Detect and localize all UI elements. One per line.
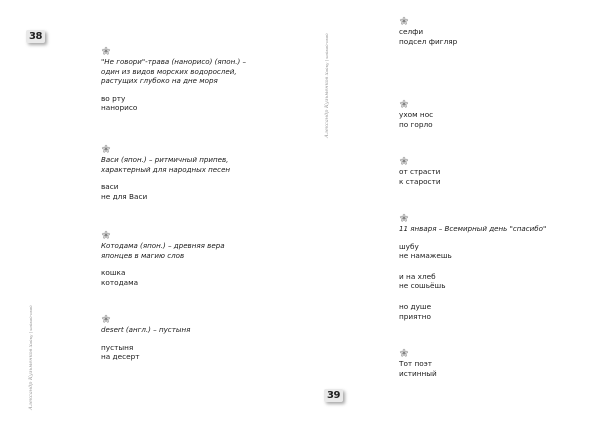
poem-entry bbox=[399, 16, 599, 46]
running-title: Хайку | хайкай-ской bbox=[28, 305, 33, 348]
flower-ornament-icon bbox=[101, 314, 111, 324]
author-signature: Александр Кузьменков bbox=[324, 76, 330, 138]
verse-line: Тот поэт bbox=[399, 359, 432, 368]
poem-definition bbox=[101, 155, 296, 174]
definition-line: один из видов морских водорослей, bbox=[101, 66, 237, 76]
verse-line: истинный bbox=[399, 368, 437, 378]
verse-line: селфи bbox=[399, 27, 424, 36]
verse-line: к старости bbox=[399, 176, 441, 186]
poem-entry bbox=[101, 46, 296, 113]
flower-ornament-icon bbox=[399, 213, 409, 223]
poem-entry bbox=[399, 99, 599, 129]
poem-entry bbox=[399, 348, 599, 378]
poem-verse bbox=[399, 167, 599, 186]
flower-ornament-icon bbox=[101, 230, 111, 240]
author-signature: Александр Кузьменков bbox=[28, 348, 34, 410]
page-number: 38 bbox=[26, 30, 45, 43]
poem-verse bbox=[101, 182, 296, 201]
flower-ornament-icon bbox=[399, 348, 409, 358]
verse-line: на десерт bbox=[101, 352, 140, 362]
verse-line: не сошьёшь bbox=[399, 281, 446, 291]
poem-definition bbox=[399, 224, 599, 234]
poem-verse bbox=[399, 110, 599, 129]
verse-line: кошка bbox=[101, 268, 126, 278]
verse-line: нанорисо bbox=[101, 103, 138, 113]
definition-line: Котодама (япон.) – древняя вера bbox=[101, 241, 225, 250]
poem-verse bbox=[101, 94, 296, 113]
side-running-text bbox=[28, 305, 34, 410]
poem-verse bbox=[101, 268, 296, 287]
definition-line: Васи (япон.) – ритмичный припев, bbox=[101, 155, 229, 164]
flower-ornament-icon bbox=[399, 99, 409, 109]
verse-line: во рту bbox=[101, 93, 126, 103]
poem-entry bbox=[399, 156, 599, 186]
side-running-text bbox=[324, 33, 330, 138]
definition-line: растущих глубоко на дне моря bbox=[101, 76, 218, 86]
verse-line: приятно bbox=[399, 311, 432, 321]
verse-line: котодама bbox=[101, 277, 139, 287]
verse-line: по горло bbox=[399, 119, 433, 129]
flower-ornament-icon bbox=[399, 16, 409, 26]
verse-line: подсел фигляр bbox=[399, 36, 458, 46]
definition-line: японцев в магию слов bbox=[101, 250, 185, 260]
flower-ornament-icon bbox=[399, 156, 409, 166]
definition-line: 11 января – Всемирный день "спасибо" bbox=[399, 224, 547, 233]
poem-verse bbox=[399, 272, 599, 291]
definition-line: "Не говори"-трава (нанорисо) (япон.) – bbox=[101, 57, 247, 66]
verse-line: от страсти bbox=[399, 167, 441, 176]
poem-entry bbox=[101, 230, 296, 287]
poem-entry bbox=[399, 213, 599, 321]
poem-verse bbox=[101, 343, 296, 362]
poem-verse bbox=[399, 27, 599, 46]
verse-line: пустыня bbox=[101, 342, 134, 352]
poem-definition bbox=[101, 325, 296, 335]
running-title: Хайку | хайкай-ской bbox=[324, 33, 329, 76]
verse-line: не намажешь bbox=[399, 251, 452, 261]
verse-line: ухом нос bbox=[399, 110, 434, 119]
definition-line: desert (англ.) – пустыня bbox=[101, 325, 191, 334]
flower-ornament-icon bbox=[101, 144, 111, 154]
definition-line: характерный для народных песен bbox=[101, 164, 231, 174]
poem-verse bbox=[399, 302, 599, 321]
right-page bbox=[300, 0, 600, 425]
poem-definition bbox=[101, 241, 296, 260]
verse-line: васи bbox=[101, 182, 119, 192]
verse-line: и на хлеб bbox=[399, 271, 436, 281]
poem-entry bbox=[101, 314, 296, 362]
poem-entry bbox=[101, 144, 296, 201]
flower-ornament-icon bbox=[101, 46, 111, 56]
poem-verse bbox=[399, 242, 599, 261]
poem-definition bbox=[101, 57, 296, 86]
poem-verse bbox=[399, 359, 599, 378]
verse-line: но душе bbox=[399, 301, 432, 311]
page-number: 39 bbox=[324, 389, 343, 402]
verse-line: шубу bbox=[399, 241, 419, 251]
verse-line: не для Васи bbox=[101, 191, 148, 201]
